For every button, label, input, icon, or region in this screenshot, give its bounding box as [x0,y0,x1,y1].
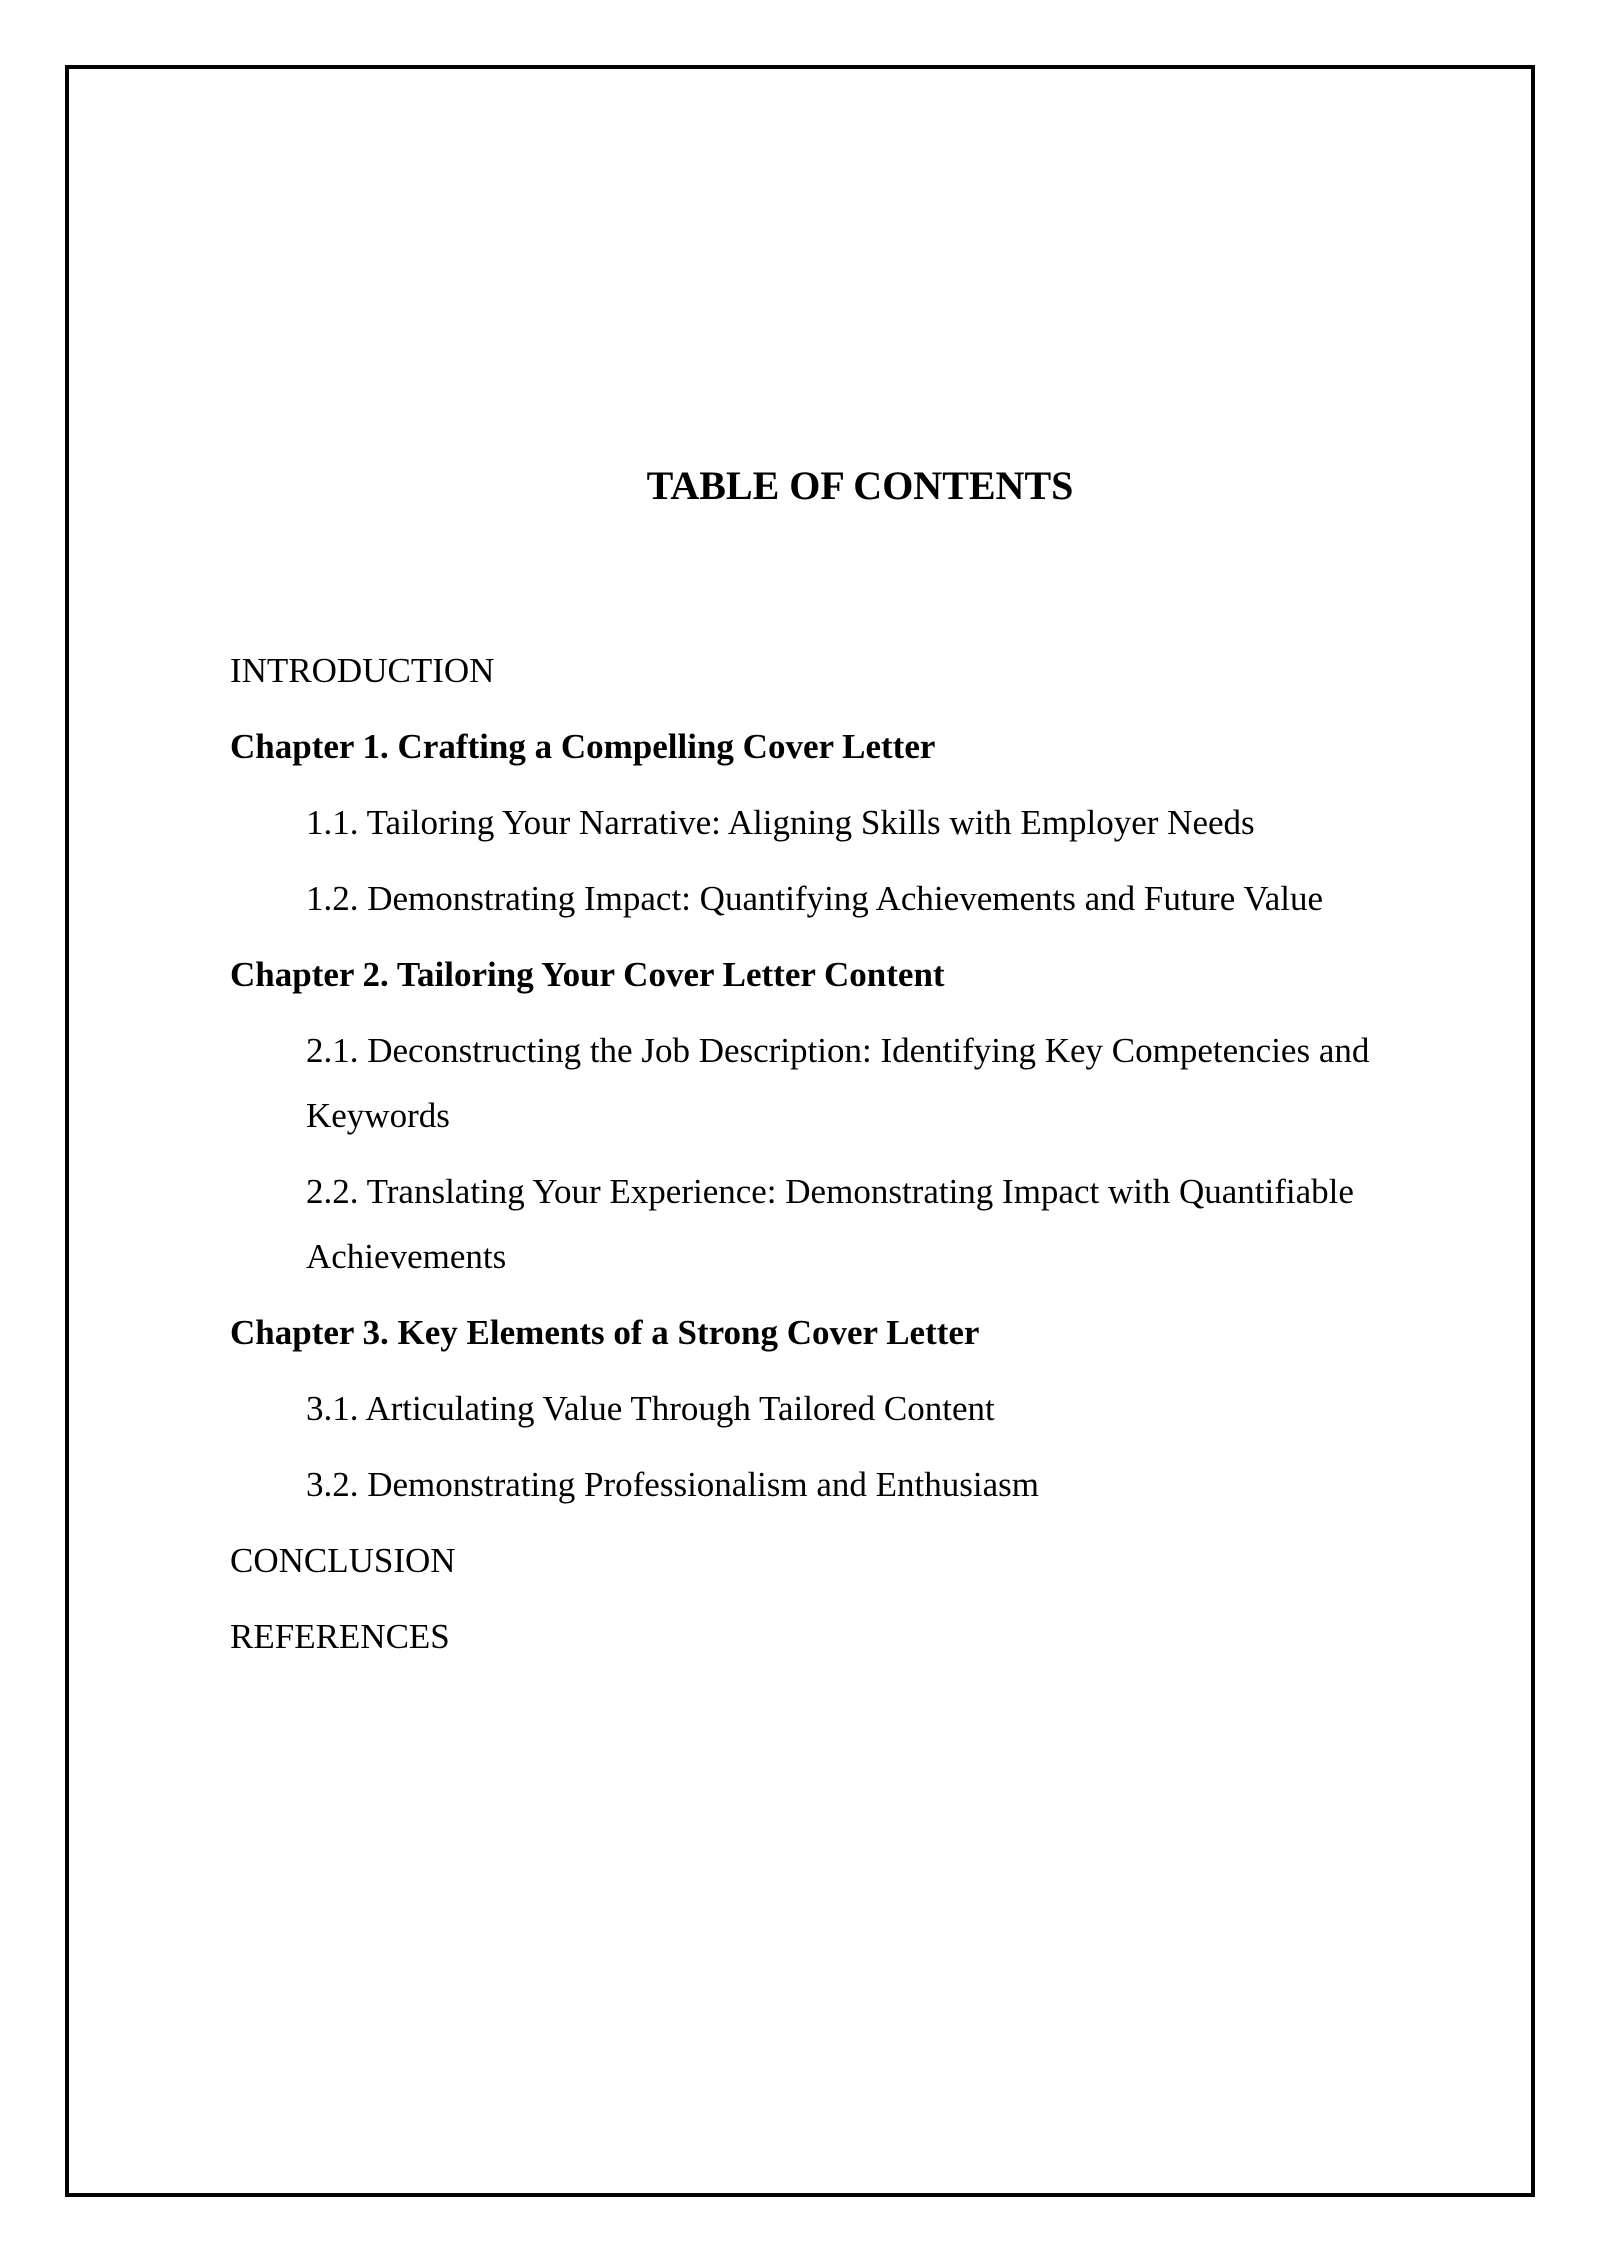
toc-entry-chapter-2: Chapter 2. Tailoring Your Cover Letter Content [230,955,945,994]
toc-entry-line: Keywords [306,1096,450,1135]
toc-entry-section-2-2 [230,1159,1470,1289]
toc-entry-chapter-1: Chapter 1. Crafting a Compelling Cover Letter [230,727,936,766]
toc-entry-section-2-1 [230,1018,1470,1148]
toc-entry-references: REFERENCES [230,1617,450,1656]
toc-entry-section-1-2: 1.2. Demonstrating Impact: Quantifying Achievements and Future Value [306,879,1324,918]
toc-entry-line: 2.1. Deconstructing the Job Description: Identifying Key Competencies and [306,1031,1370,1070]
toc-entry-introduction: INTRODUCTION [230,651,495,690]
toc-entry-line: 2.2. Translating Your Experience: Demonstrating Impact with Quantifiable [306,1172,1354,1211]
toc-entry-section-1-1: 1.1. Tailoring Your Narrative: Aligning Skills with Employer Needs [306,803,1255,842]
toc-title: TABLE OF CONTENTS [646,463,1074,508]
toc-entry-line: Achievements [306,1237,507,1276]
toc-entry-chapter-3: Chapter 3. Key Elements of a Strong Cover Letter [230,1313,980,1352]
toc-entry-conclusion: CONCLUSION [230,1541,456,1580]
toc-entry-section-3-1: 3.1. Articulating Value Through Tailored Content [306,1389,995,1428]
toc-list [230,638,1470,1680]
toc-entry-section-3-2: 3.2. Demonstrating Professionalism and Enthusiasm [306,1465,1039,1504]
